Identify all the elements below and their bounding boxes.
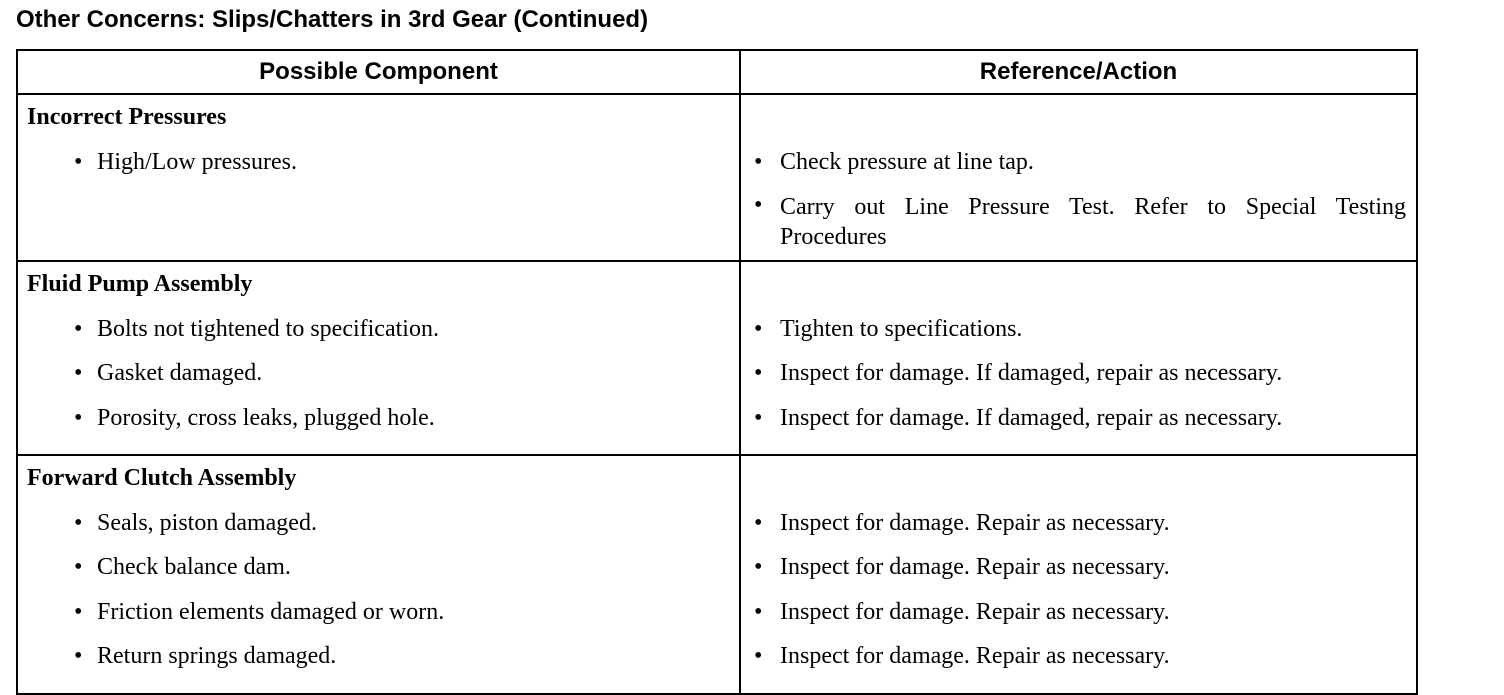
action-item: • Inspect for damage. Repair as necessary. [750,551,1406,596]
action-item: • Inspect for damage. Repair as necessary. [750,640,1406,685]
component-item: • Bolts not tightened to specification. [27,313,729,358]
component-item: • High/Low pressures. [27,146,729,191]
action-item: • Check pressure at line tap. [750,146,1406,191]
action-cell [740,94,1417,261]
action-cell [740,455,1417,694]
table-section [17,94,1417,261]
component-item: • Seals, piston damaged. [27,507,729,552]
column-header-action: Reference/Action [740,50,1417,94]
action-item: • Inspect for damage. Repair as necessary. [750,507,1406,552]
table-section [17,455,1417,694]
component-item: • Check balance dam. [27,551,729,596]
component-cell [17,261,740,455]
component-item: • Friction elements damaged or worn. [27,596,729,641]
action-item: • Inspect for damage. Repair as necessary. [750,596,1406,641]
table-header-row [17,50,1417,94]
group-heading: Incorrect Pressures [27,104,227,130]
component-item: • Gasket damaged. [27,357,729,402]
action-cell [740,261,1417,455]
component-item: • Porosity, cross leaks, plugged hole. [27,402,729,447]
action-item: • Inspect for damage. If damaged, repair as necessary. [750,402,1406,447]
group-heading: Fluid Pump Assembly [27,271,253,297]
table-section [17,261,1417,455]
component-item: • Return springs damaged. [27,640,729,685]
action-item: • Tighten to specifications. [750,313,1406,358]
diagnosis-table [16,49,1418,695]
group-heading: Forward Clutch Assembly [27,465,297,491]
action-item: • Inspect for damage. If damaged, repair as necessary. [750,357,1406,402]
page-title: Other Concerns: Slips/Chatters in 3rd Gear (Continued) [16,6,649,33]
column-header-component: Possible Component [17,50,740,94]
component-cell [17,455,740,694]
component-cell [17,94,740,261]
action-item: • Carry out Line Pressure Test. Refer to Special Testing Procedures [750,190,1406,252]
